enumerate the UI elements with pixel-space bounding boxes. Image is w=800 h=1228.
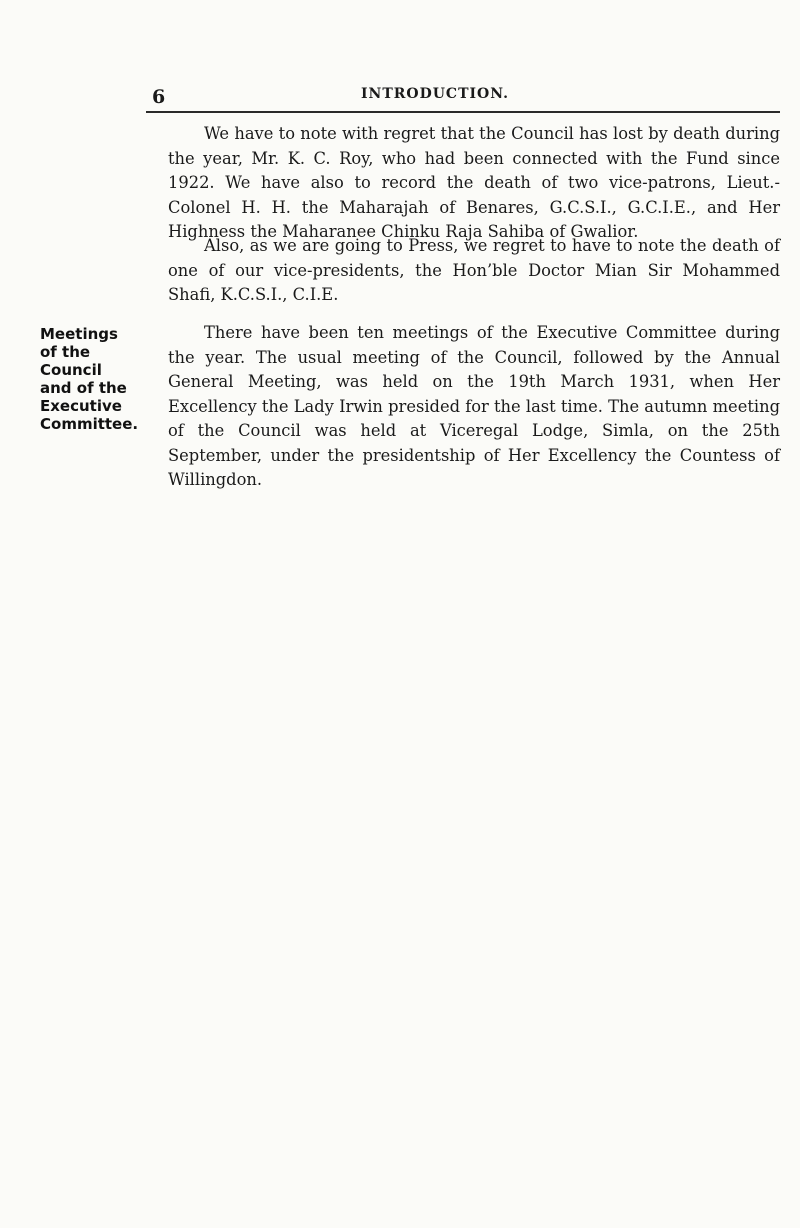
marginal-note-line: Meetings (40, 325, 118, 343)
marginal-note-line: Committee. (40, 415, 139, 433)
paragraph-meetings: There have been ten meetings of the Executive Committee during the year. The usual meeting of the Council, followed by the Annual General Meeting, was held on the 19th March 1931, when Her Excellency the Lady Irwin presided for the last time. The autumn meeting of the Council was held at Viceregal Lodge, Simla, on the 25th September, under the presidentship of Her Excellency the Countess of Willingdon. (168, 323, 780, 489)
header-rule (146, 111, 780, 113)
marginal-note-line: and of the (40, 379, 127, 397)
paragraph-deaths: We have to note with regret that the Council has lost by death during the year, Mr. K. C. Roy, who had been connected with the Fund since 1922. We have also to record the death of two vice-patrons, Lieut.-Colonel H. H. the Maharajah of Benares, G.C.S.I., G.C.I.E., and Her Highness the Maharanee Chinku Raja Sahiba of Gwalior. (168, 124, 780, 241)
marginal-note-line: Council (40, 361, 102, 379)
marginal-note-line: of the (40, 343, 91, 361)
marginal-note (40, 325, 160, 433)
paragraph-vice-president-death: Also, as we are going to Press, we regret to have to note the death of one of our vice-presidents, the Hon’ble Doctor Mian Sir Mohammed Shafi, K.C.S.I., C.I.E. (168, 236, 780, 304)
marginal-note-line: Executive (40, 397, 122, 415)
running-title: INTRODUCTION. (360, 86, 510, 102)
page-number: 6 (152, 86, 166, 108)
